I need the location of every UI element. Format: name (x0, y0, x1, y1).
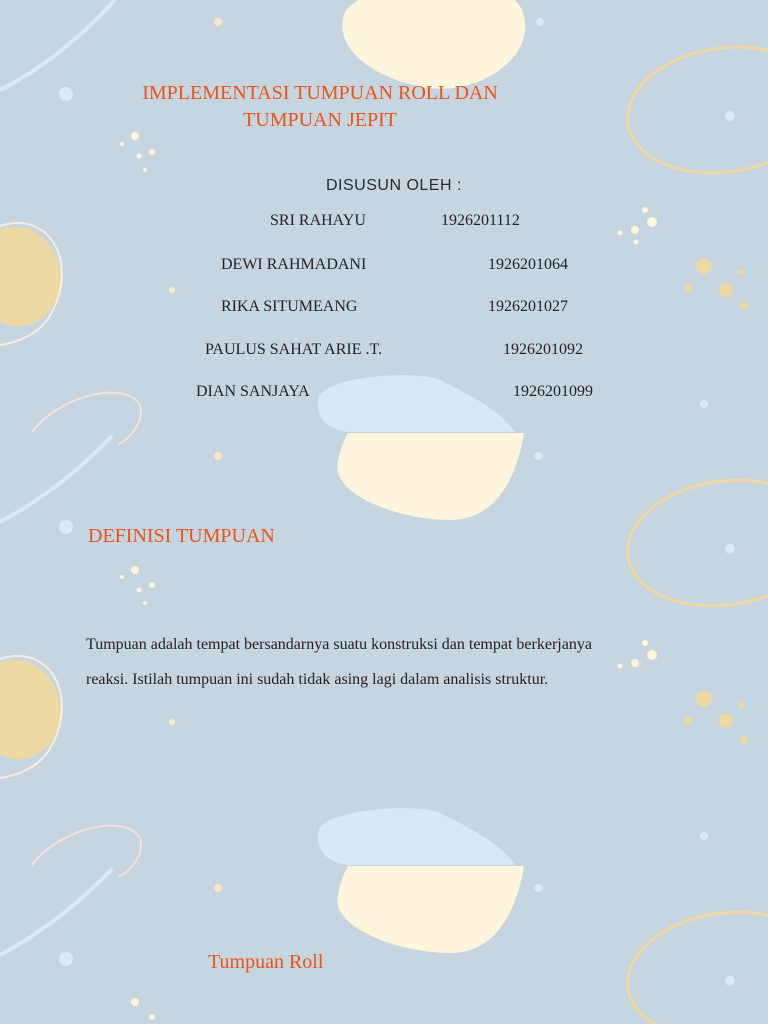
decorative-dot (214, 452, 222, 460)
decorative-dot (719, 714, 733, 728)
decorative-dot (59, 952, 73, 966)
author-nim: 1926201064 (488, 256, 568, 273)
decorative-dot (647, 217, 657, 227)
author-nim: 1926201092 (503, 341, 583, 358)
decorative-blob (342, 0, 525, 89)
decorative-dot (647, 650, 657, 660)
decorative-line (32, 393, 141, 444)
decorative-dot (143, 168, 147, 172)
definition-paragraph: Tumpuan adalah tempat bersandarnya suatu konstruksi dan tempat berkerjanya reaksi. Istilah tumpuan ini sudah tidak asing lagi dalam analisis struktur. (86, 636, 592, 688)
decorative-dot (131, 998, 139, 1006)
decorative-dot (137, 588, 142, 593)
decorative-dot (120, 575, 124, 579)
decorative-dot (59, 520, 73, 534)
decorative-dot (59, 87, 73, 101)
decorative-dot (534, 884, 542, 892)
decorative-dot (719, 283, 733, 297)
decorative-dot (536, 18, 544, 26)
decorative-dot (738, 702, 744, 708)
decorative-dot (738, 269, 744, 275)
decorative-dot (214, 18, 222, 26)
author-name: PAULUS SAHAT ARIE .T. (205, 341, 383, 358)
decorative-dot (120, 142, 124, 146)
decorative-dot (631, 659, 639, 667)
decorative-dot (131, 566, 139, 574)
decorative-ring (619, 468, 768, 618)
author-nim: 1926201099 (513, 383, 593, 400)
decorative-dot (700, 400, 708, 408)
decorative-dot (725, 976, 735, 986)
decorative-line (32, 826, 141, 877)
decorative-ring (619, 900, 768, 1024)
decorative-dot (214, 884, 222, 892)
prepared-by-label: DISUSUN OLEH : (326, 177, 462, 194)
author-name: SRI RAHAYU (270, 212, 366, 229)
decorative-arc (0, 0, 115, 90)
author-nim: 1926201027 (488, 298, 568, 315)
decorative-dot (149, 149, 155, 155)
author-name: DEWI RAHMADANI (221, 256, 367, 273)
decorative-arc (0, 436, 112, 522)
subheading-tumpuan-roll: Tumpuan Roll (208, 951, 324, 973)
author-nim: 1926201112 (441, 212, 520, 229)
decorative-blob (318, 808, 515, 865)
decorative-dot (143, 601, 147, 605)
decorative-dot (631, 226, 639, 234)
decorative-dot (725, 111, 735, 121)
decorative-dot (740, 736, 748, 744)
decorative-blob (318, 375, 515, 432)
decorative-dot (684, 717, 692, 725)
decorative-dot (534, 452, 542, 460)
decorative-dot (169, 719, 175, 725)
decorative-dot (740, 302, 748, 310)
section-heading: DEFINISI TUMPUAN (88, 525, 275, 547)
decorative-dot (684, 284, 692, 292)
decorative-blob (337, 433, 524, 520)
decorative-dot (696, 258, 712, 274)
decorative-dot (700, 832, 708, 840)
document-title: IMPLEMENTASI TUMPUAN ROLL DAN TUMPUAN JEPIT (142, 82, 498, 131)
decorative-dot (696, 691, 712, 707)
decorative-dot (725, 544, 735, 554)
decorative-dot (642, 207, 648, 213)
author-name: RIKA SITUMEANG (221, 298, 358, 315)
decorative-arc (0, 869, 112, 955)
decorative-dot (642, 640, 648, 646)
author-name: DIAN SANJAYA (196, 383, 310, 400)
decorative-dot (149, 1014, 155, 1020)
decorative-ring (619, 35, 768, 185)
decorative-dot (149, 582, 155, 588)
decorative-blob (337, 866, 524, 953)
decorative-dot (634, 240, 639, 245)
decorative-dot (618, 231, 623, 236)
decorative-dot (169, 287, 175, 293)
decorative-dot (137, 154, 142, 159)
